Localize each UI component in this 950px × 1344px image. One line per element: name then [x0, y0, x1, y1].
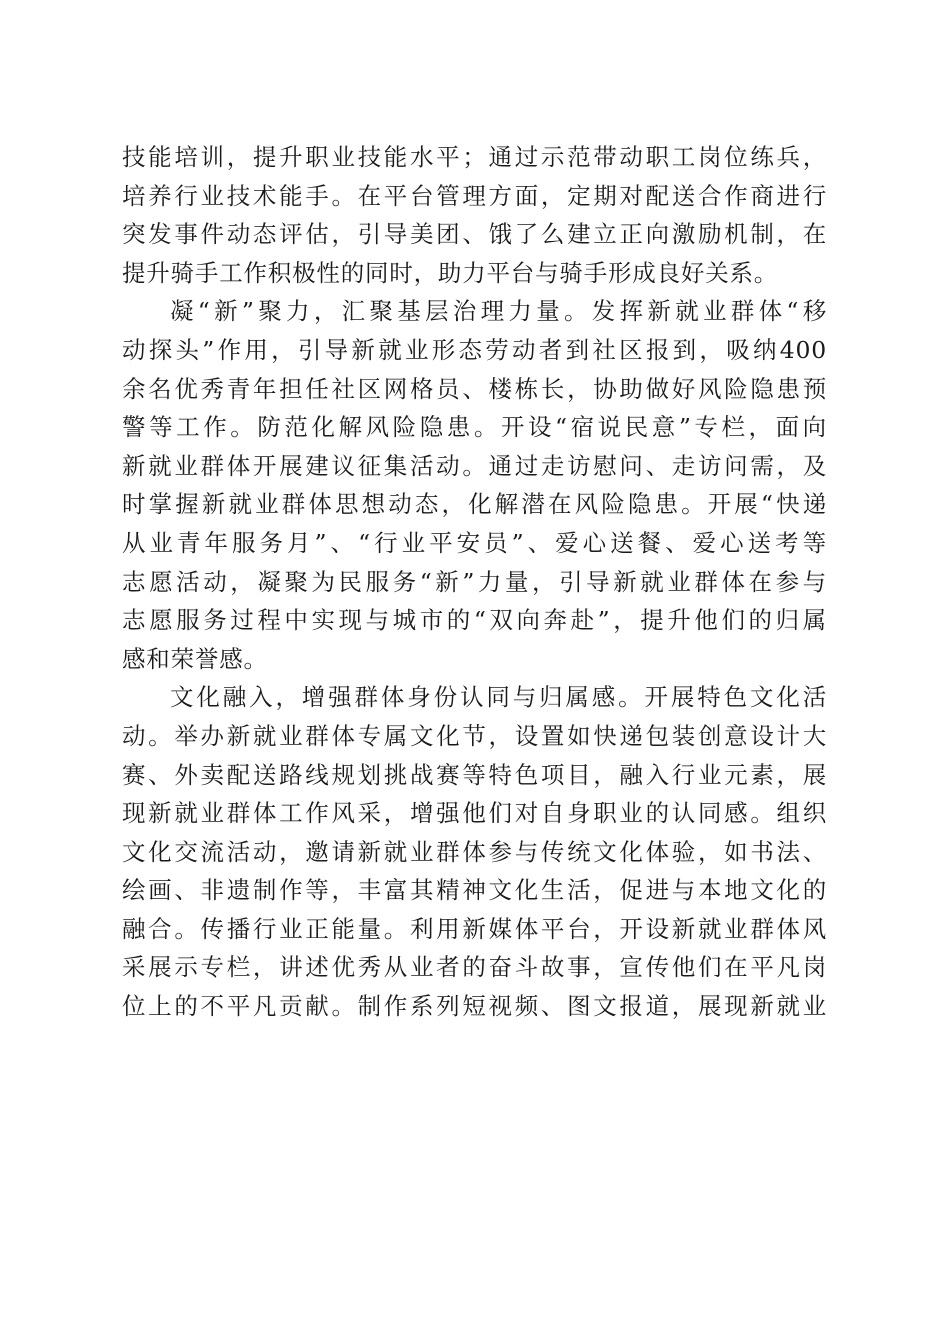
text-line: 绘画、非遗制作等，丰富其精神文化生活，促进与本地文化的	[122, 876, 827, 905]
text-line: 动探头”作用，引导新就业形态劳动者到社区报到，吸纳400	[122, 335, 827, 364]
paragraph-start-line: 凝“新”聚力，汇聚基层治理力量。发挥新就业群体“移	[170, 297, 827, 326]
text-line: 志愿活动，凝聚为民服务“新”力量，引导新就业群体在参与	[122, 567, 827, 596]
text-line: 突发事件动态评估，引导美团、饿了么建立正向激励机制，在	[122, 220, 827, 249]
text-line: 提升骑手工作积极性的同时，助力平台与骑手形成良好关系。	[122, 258, 779, 287]
text-line: 文化交流活动，邀请新就业群体参与传统文化体验，如书法、	[122, 837, 827, 866]
text-line: 从业青年服务月”、“行业平安员”、爱心送餐、爱心送考等	[122, 528, 827, 557]
text-line: 感和荣誉感。	[122, 644, 268, 673]
text-line: 警等工作。防范化解风险隐患。开设“宿说民意”专栏，面向	[122, 413, 827, 442]
text-line: 位上的不平凡贡献。制作系列短视频、图文报道，展现新就业	[122, 992, 827, 1021]
text-line: 余名优秀青年担任社区网格员、楼栋长，协助做好风险隐患预	[122, 374, 827, 403]
text-line: 技能培训，提升职业技能水平；通过示范带动职工岗位练兵，	[122, 143, 827, 171]
text-line: 培养行业技术能手。在平台管理方面，定期对配送合作商进行	[122, 181, 827, 210]
paragraph-start-line: 文化融入，增强群体身份认同与归属感。开展特色文化活	[170, 683, 827, 712]
text-line: 现新就业群体工作风采，增强他们对自身职业的认同感。组织	[122, 799, 827, 828]
text-line: 志愿服务过程中实现与城市的“双向奔赴”，提升他们的归属	[122, 606, 827, 635]
text-line: 新就业群体开展建议征集活动。通过走访慰问、走访问需，及	[122, 451, 827, 480]
text-line: 动。举办新就业群体专属文化节，设置如快递包装创意设计大	[122, 721, 827, 750]
text-line: 采展示专栏，讲述优秀从业者的奋斗故事，宣传他们在平凡岗	[122, 953, 827, 982]
text-line: 赛、外卖配送路线规划挑战赛等特色项目，融入行业元素，展	[122, 760, 827, 789]
text-line: 时掌握新就业群体思想动态，化解潜在风险隐患。开展“快递	[122, 490, 827, 519]
body-text	[122, 138, 827, 1026]
text-line: 融合。传播行业正能量。利用新媒体平台，开设新就业群体风	[122, 914, 827, 943]
